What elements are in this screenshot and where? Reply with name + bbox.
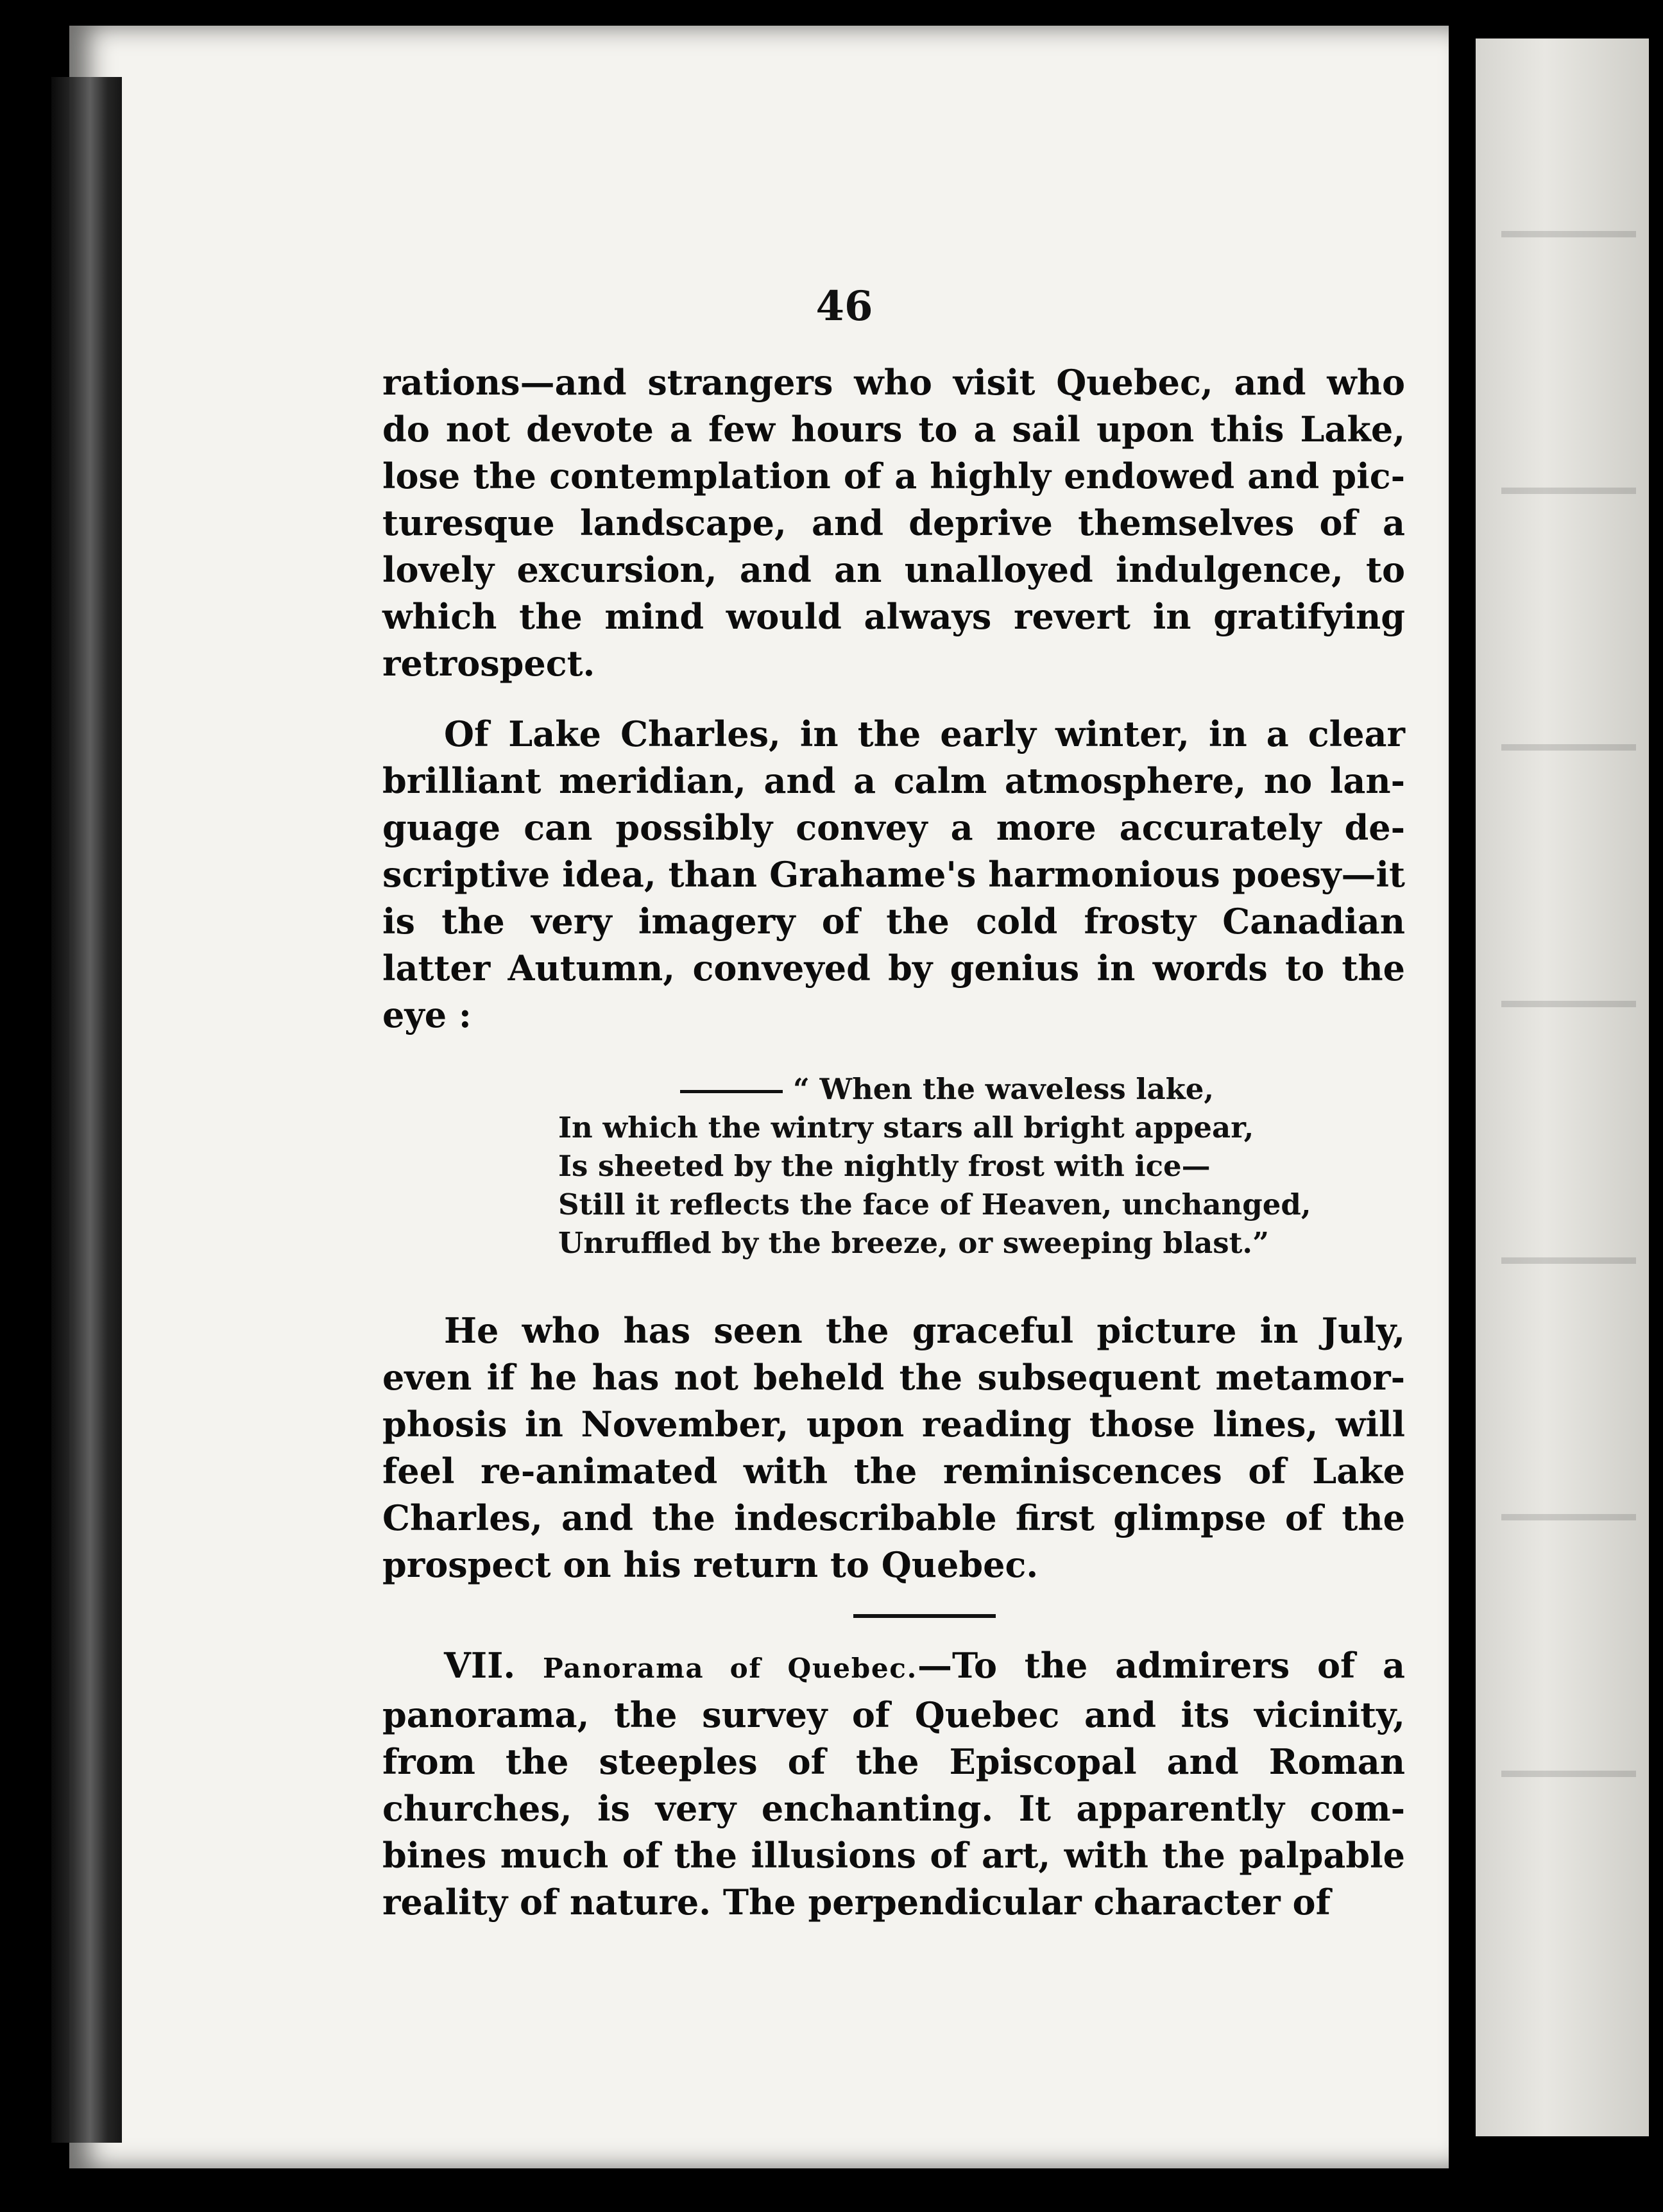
book-binding-edge xyxy=(51,77,122,2143)
paragraph-text: Of Lake Charles, in the early winter, in a clear brilliant meridian, and a calm atmosphere, no lan-guage can possibly convey a more accurately de-scriptive idea, than Grahame's harmonious poesy—it is the very imagery of the cold frosty Canadian latter Autumn, conveyed by genius in words to the eye : xyxy=(382,713,1405,1035)
paragraph-text: He who has seen the graceful picture in July, even if he has not beheld the subsequent metamor-phosis in November, upon reading those lines, will feel re-animated with the reminiscences of Lake Charles, and the indescribable first glimpse of the prospect on his return to Quebec. xyxy=(382,1310,1405,1585)
paragraph-text xyxy=(382,1642,1405,1926)
em-dash-rule xyxy=(680,1090,783,1093)
section-panorama-of-quebec xyxy=(382,1642,1405,1926)
verse-line: In which the wintry stars all bright appear, xyxy=(558,1110,1254,1144)
section-heading: Panorama of Quebec. xyxy=(543,1652,917,1684)
paragraph-text: rations—and strangers who visit Quebec, and who do not devote a few hours to a sail upon this Lake, lose the contemplation of a highly endowed and pic-turesque landscape, and deprive themselves of a lovely excursion, and an unalloyed indulgence, to which the mind would always revert in gratifying retrospect. xyxy=(382,362,1405,684)
verse-quotation xyxy=(558,1070,1311,1263)
verse-line: Still it reflects the face of Heaven, unchanged, xyxy=(558,1187,1311,1221)
section-divider-rule xyxy=(853,1614,996,1618)
facing-page-edge xyxy=(1476,38,1649,2136)
verse-line: Unruffled by the breeze, or sweeping blast.” xyxy=(558,1226,1269,1260)
paragraph-july-picture xyxy=(382,1307,1405,1588)
paragraph-lake-charles xyxy=(382,711,1405,1039)
section-number: VII. xyxy=(444,1645,516,1686)
paragraph-continuation xyxy=(382,359,1405,687)
verse-line-text: “ When the waveless lake, xyxy=(793,1072,1215,1106)
verse-line xyxy=(558,1070,1311,1109)
page-number: 46 xyxy=(815,282,873,330)
section-body: —To the admirers of a panorama, the survey of Quebec and its vicinity, from the steeples of the Episcopal and Roman churches, is very enchanting. It apparently com-bines much of the illusions of art, with the palpable reality of nature. The perpendicular character of xyxy=(382,1645,1405,1923)
verse-line: Is sheeted by the nightly frost with ice— xyxy=(558,1149,1211,1183)
